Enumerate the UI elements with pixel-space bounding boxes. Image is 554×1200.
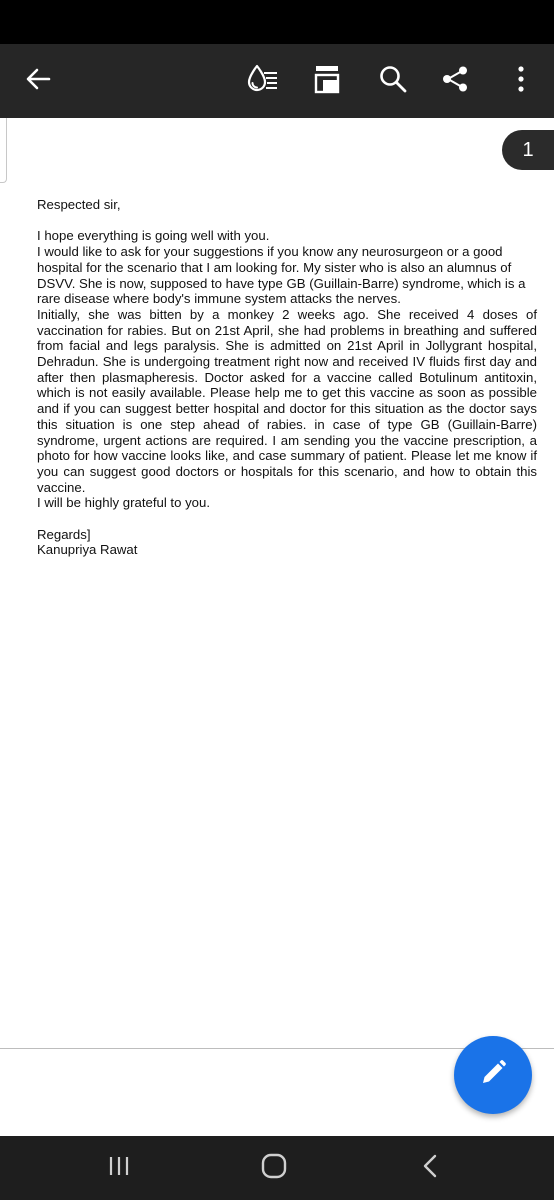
edit-button[interactable]	[454, 1036, 532, 1114]
letter-salutation: Respected sir,	[37, 197, 121, 212]
page-layout-icon	[313, 64, 341, 99]
letter-closing: Regards]	[37, 526, 91, 542]
home-icon	[260, 1152, 288, 1185]
home-button[interactable]	[252, 1146, 296, 1190]
pencil-icon	[478, 1058, 508, 1093]
back-button[interactable]	[16, 59, 60, 103]
letter-paragraph: I would like to ask for your suggestions if you know any neurosurgeon or a good hospital for the scenario that I am looking for. My sister who is also an alumnus of DSVV. She is now, supposed to have type GB (Guillain-Barre) syndrome, which is a rare disease where body's immune system attacks the nerves.	[37, 244, 526, 307]
recents-button[interactable]	[97, 1146, 141, 1190]
letter-content	[37, 197, 537, 558]
reading-mode-icon	[246, 62, 280, 101]
page-edge-marker	[0, 118, 7, 183]
status-bar	[0, 0, 554, 44]
view-mode-button[interactable]	[305, 59, 349, 103]
system-navigation-bar	[0, 1136, 554, 1200]
search-button[interactable]	[371, 59, 415, 103]
more-options-button[interactable]	[499, 59, 543, 103]
letter-signature: Kanupriya Rawat	[37, 542, 138, 558]
page-indicator: 1	[502, 130, 554, 170]
more-vertical-icon	[517, 65, 525, 98]
letter-paragraph: I hope everything is going well with you.	[37, 228, 270, 244]
nav-back-button[interactable]	[408, 1146, 452, 1190]
arrow-left-icon	[24, 65, 52, 98]
share-icon	[440, 64, 470, 99]
reading-mode-button[interactable]	[241, 59, 285, 103]
app-bar	[0, 44, 554, 118]
search-icon	[378, 64, 408, 99]
letter-paragraph: I will be highly grateful to you.	[37, 495, 210, 511]
share-button[interactable]	[433, 59, 477, 103]
letter-paragraph: Initially, she was bitten by a monkey 2 weeks ago. She received 4 doses of vaccination for rabies. But on 21st April, she had problems in breathing and suffered from facial and legs paralysis. She is admitted on 21st April in Jollygrant hospital, Dehradun. She is undergoing treatment right now and received IV fluids first day and after then plasmapheresis. Doctor asked for a vaccine called Botulinum antitoxin, which is not easily available. Please help me to get this vaccine as soon as possible and if you can suggest better hospital and doctor for this situation as the doctor says this situation is one step ahead of rabies. in case of type GB (Guillain-Barre) syndrome, urgent actions are required. I am sending you the vaccine prescription, a photo for how vaccine looks like, and case summary of patient. Please let me know if you can suggest good doctors or hospitals for this scenario, and how to obtain this vaccine.	[37, 306, 537, 495]
recents-icon	[107, 1154, 131, 1183]
nav-back-icon	[420, 1153, 440, 1184]
